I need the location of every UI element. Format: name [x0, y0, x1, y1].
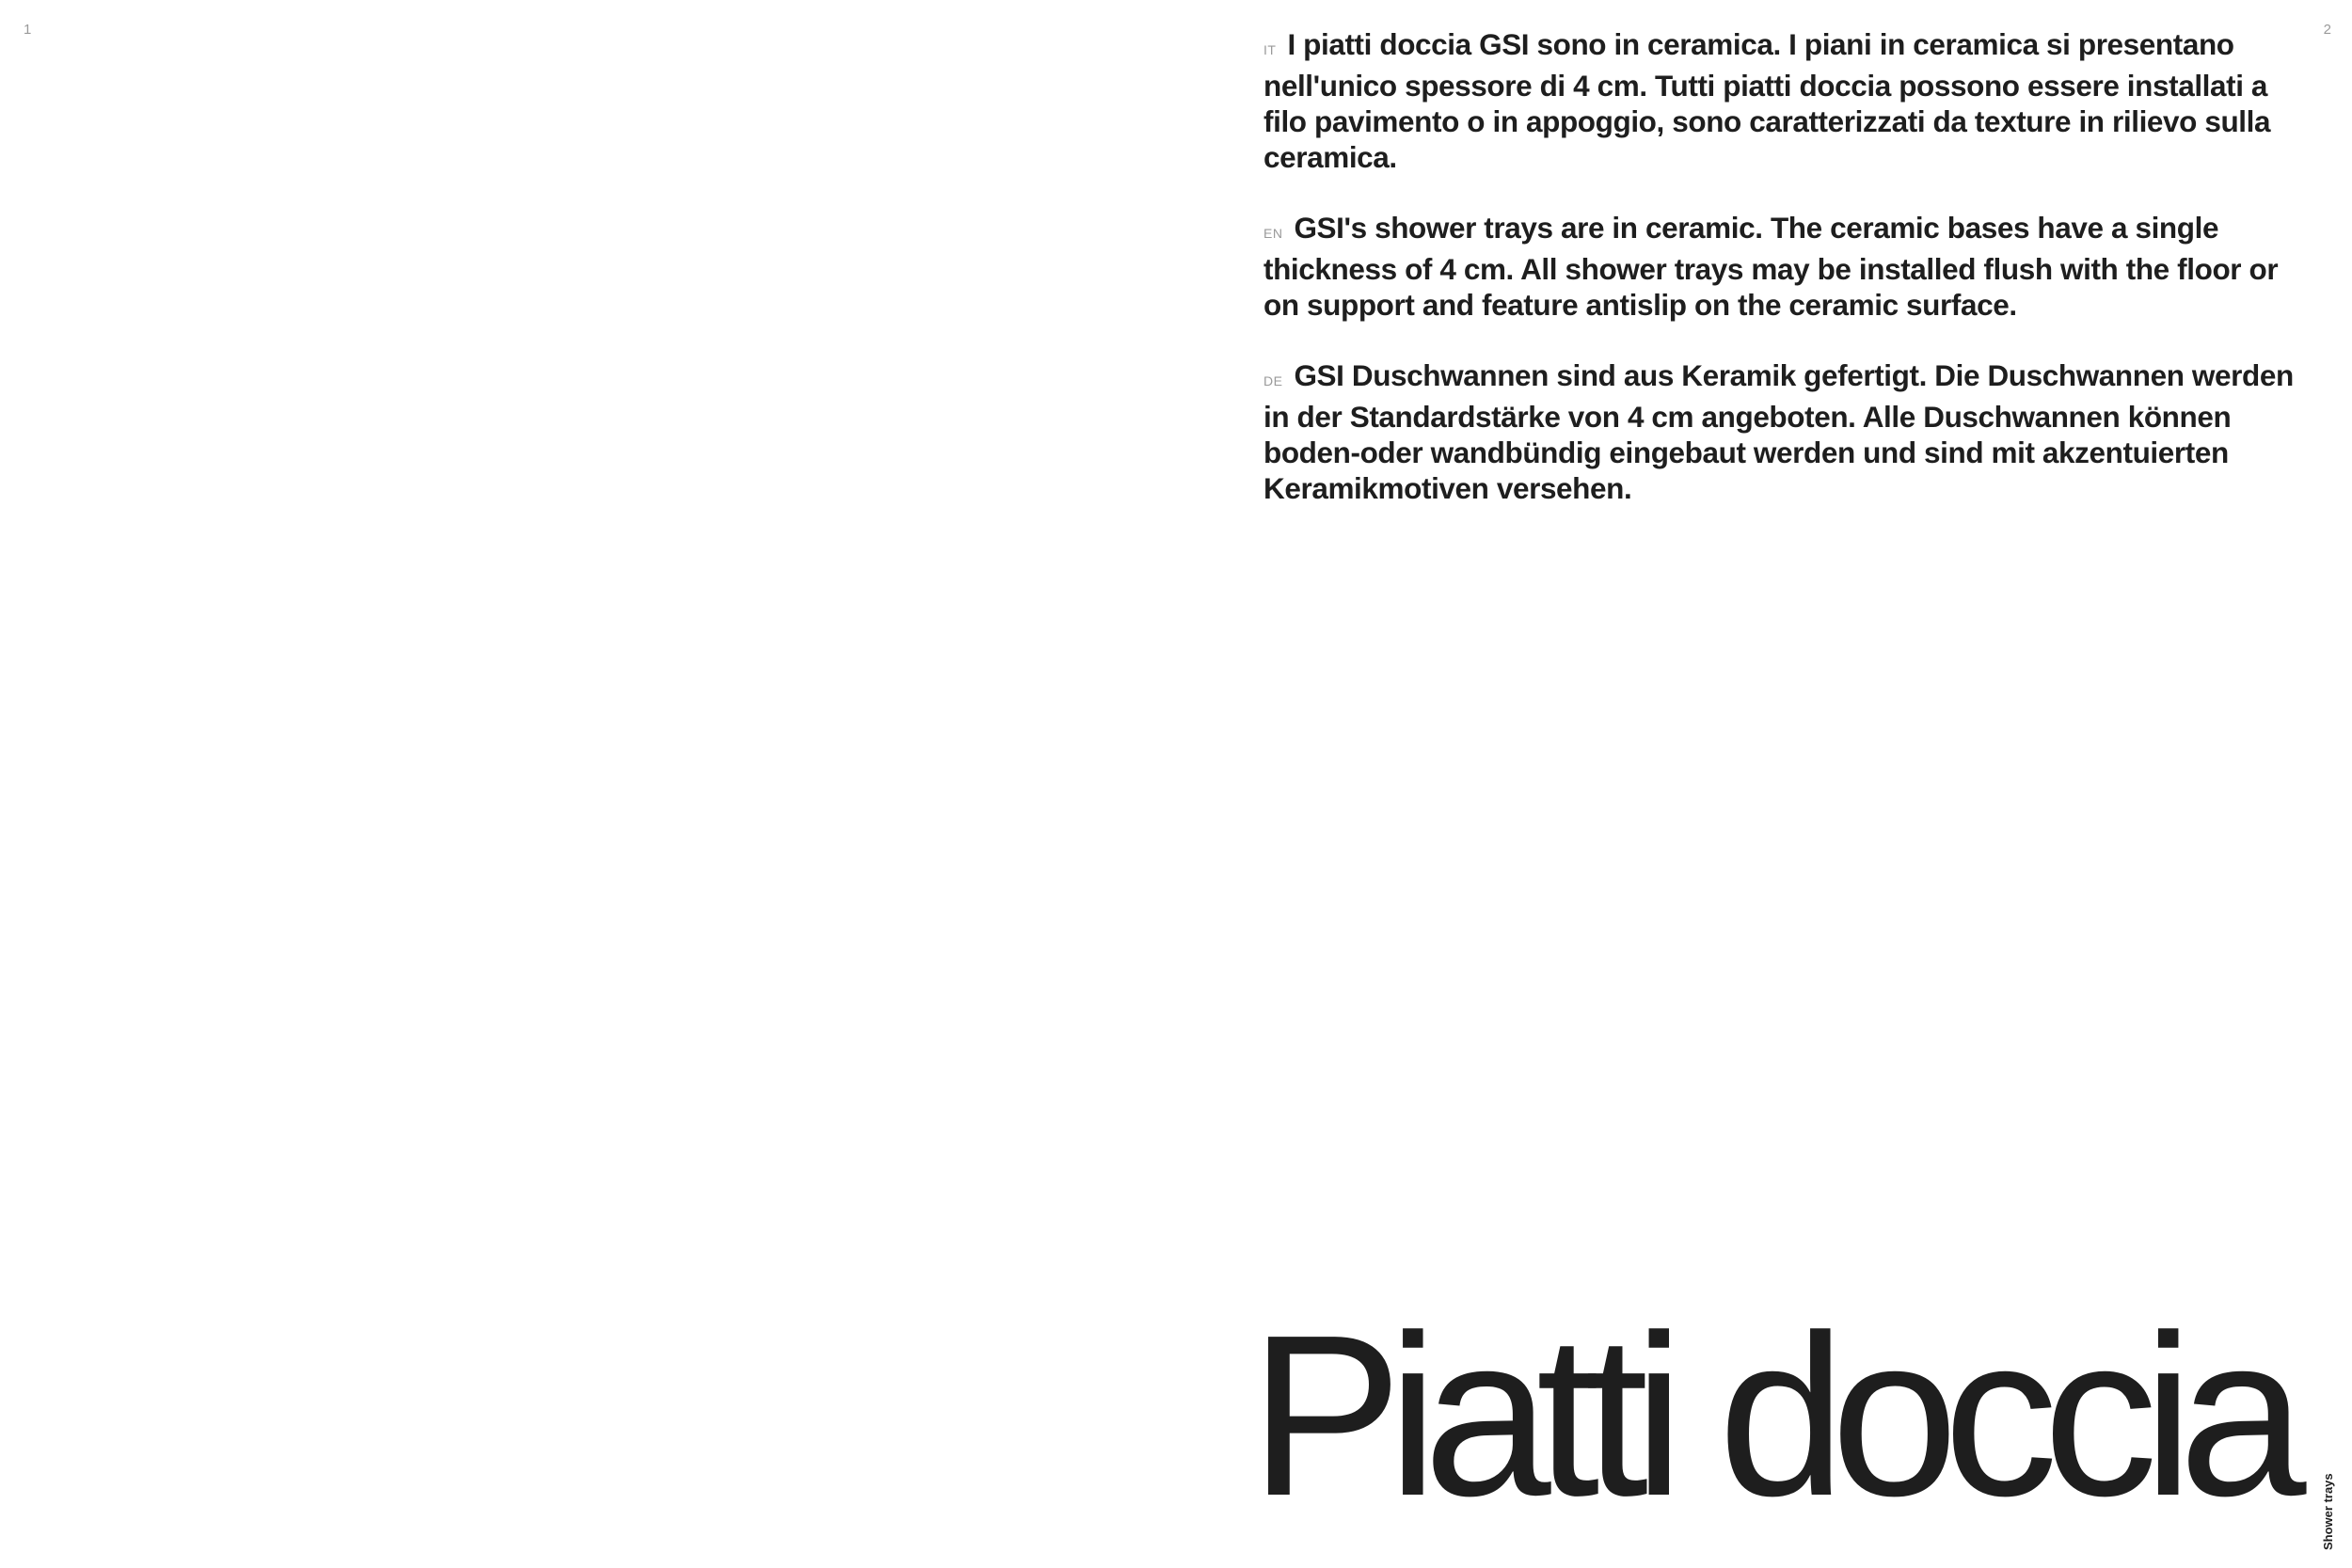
- language-tag-en: EN: [1263, 226, 1283, 241]
- page-number-right: 2: [2323, 22, 2331, 38]
- paragraph-german-text: GSI Duschwannen sind aus Keramik gefertigt. Die Duschwannen werden in der Standardstärke von 4 cm angeboten. Alle Duschwannen können boden-oder wandbündig eingebaut werden und sind mit akzentuierten Keramikmotiven versehen.: [1263, 358, 2294, 505]
- paragraph-english-text: GSI's shower trays are in ceramic. The ceramic bases have a single thickness of 4 cm. All shower trays may be installed flush with the floor or on support and feature antislip on the ceramic surface.: [1263, 211, 2279, 322]
- language-tag-de: DE: [1263, 373, 1283, 388]
- page-title: Piatti doccia: [1249, 1287, 2292, 1544]
- section-side-label: Shower trays: [2321, 1473, 2335, 1550]
- language-tag-it: IT: [1263, 42, 1277, 57]
- paragraph-english: [1263, 210, 2298, 323]
- paragraph-italian-text: I piatti doccia GSI sono in ceramica. I piani in ceramica si presentano nell'unico spessore di 4 cm. Tutti piatti doccia possono essere installati a filo pavimento o in appoggio, sono caratterizzati da texture in rilievo sulla ceramica.: [1263, 27, 2271, 174]
- description-column: [1263, 26, 2298, 541]
- paragraph-italian: [1263, 26, 2298, 175]
- page-number-left: 1: [24, 22, 32, 38]
- paragraph-german: [1263, 357, 2298, 506]
